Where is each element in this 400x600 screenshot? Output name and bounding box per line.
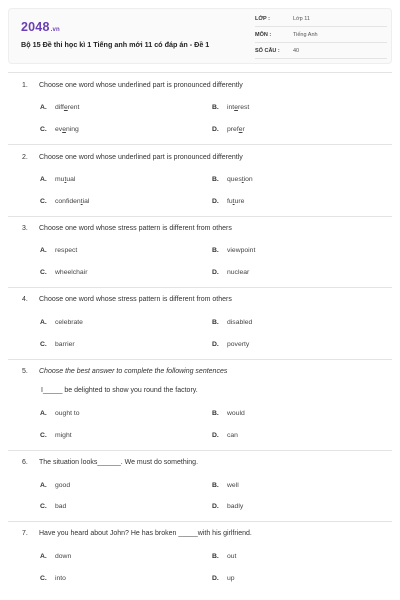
divider — [8, 216, 392, 217]
question-number: 1. — [22, 82, 28, 89]
option-4a[interactable]: A. celebrate — [40, 319, 83, 326]
question-number: 3. — [22, 225, 28, 232]
meta-count-row — [255, 45, 387, 59]
option-6d[interactable]: D. badly — [212, 503, 244, 510]
question-number: 6. — [22, 459, 28, 466]
option-5b[interactable]: B. would — [212, 410, 245, 417]
option-3b[interactable]: B. viewpoint — [212, 247, 256, 254]
meta-class-label: LỚP : — [255, 16, 270, 22]
question-text: Choose one word whose stress pattern is different from others — [39, 296, 232, 303]
option-1d[interactable]: D. prefer — [212, 126, 245, 133]
option-6c[interactable]: C. bad — [40, 503, 67, 510]
option-3d[interactable]: D. nuclear — [212, 269, 250, 276]
option-2d[interactable]: D. future — [212, 198, 245, 205]
question-text: The situation looks______. We must do something. — [39, 459, 199, 466]
exam-header — [8, 8, 392, 64]
meta-count-value: 40 — [293, 48, 300, 54]
question-5-sentence: I_____ be delighted to show you round the factory. — [41, 387, 198, 394]
question-text: Choose the best answer to complete the following sentences — [39, 368, 228, 375]
exam-title: Bộ 15 Đề thi học kì 1 Tiếng anh mới 11 có đáp án - Đề 1 — [21, 40, 210, 49]
option-6a[interactable]: A. good — [40, 482, 71, 489]
divider — [8, 359, 392, 360]
meta-subject-label: MÔN : — [255, 32, 272, 38]
divider — [8, 72, 392, 73]
option-3a[interactable]: A. respect — [40, 247, 78, 254]
meta-class-value: Lớp 11 — [293, 16, 310, 22]
option-7a[interactable]: A. down — [40, 553, 72, 560]
option-5c[interactable]: C. might — [40, 432, 72, 439]
divider — [8, 287, 392, 288]
question-text: Choose one word whose underlined part is pronounced differently — [39, 82, 243, 89]
meta-count-label: SỐ CÂU : — [255, 48, 280, 54]
question-number: 4. — [22, 296, 28, 303]
option-1b[interactable]: B. interest — [212, 104, 250, 111]
option-7d[interactable]: D. up — [212, 575, 235, 582]
question-text: Choose one word whose stress pattern is different from others — [39, 225, 232, 232]
option-4b[interactable]: B. disabled — [212, 319, 253, 326]
question-1 — [22, 82, 243, 89]
option-6b[interactable]: B. well — [212, 482, 239, 489]
option-4d[interactable]: D. poverty — [212, 341, 250, 348]
option-2a[interactable]: A. mutual — [40, 176, 76, 183]
question-5 — [22, 368, 227, 375]
divider — [8, 521, 392, 522]
option-4c[interactable]: C. barrier — [40, 341, 75, 348]
option-2b[interactable]: B. question — [212, 176, 253, 183]
question-2 — [22, 154, 243, 161]
option-7c[interactable]: C. into — [40, 575, 66, 582]
divider — [8, 450, 392, 451]
option-5a[interactable]: A. ought to — [40, 410, 80, 417]
option-7b[interactable]: B. out — [212, 553, 237, 560]
option-5d[interactable]: D. can — [212, 432, 238, 439]
option-2c[interactable]: C. confidential — [40, 198, 90, 205]
option-1c[interactable]: C. evening — [40, 126, 79, 133]
question-number: 2. — [22, 154, 28, 161]
question-number: 5. — [22, 368, 28, 375]
logo-suffix: .vn — [50, 27, 60, 33]
meta-subject-value: Tiếng Anh — [293, 32, 318, 38]
question-7 — [22, 530, 252, 537]
option-1a[interactable]: A. different — [40, 104, 80, 111]
question-text: Have you heard about John? He has broken _____with his girlfriend. — [39, 530, 252, 537]
site-logo[interactable] — [21, 20, 60, 34]
logo-text: 2048 — [21, 20, 50, 34]
meta-class-row — [255, 13, 387, 27]
option-3c[interactable]: C. wheelchair — [40, 269, 88, 276]
meta-subject-row — [255, 29, 387, 43]
divider — [8, 144, 392, 145]
question-3 — [22, 225, 232, 232]
question-text: Choose one word whose underlined part is pronounced differently — [39, 154, 243, 161]
question-6 — [22, 459, 198, 466]
question-number: 7. — [22, 530, 28, 537]
question-4 — [22, 296, 232, 303]
